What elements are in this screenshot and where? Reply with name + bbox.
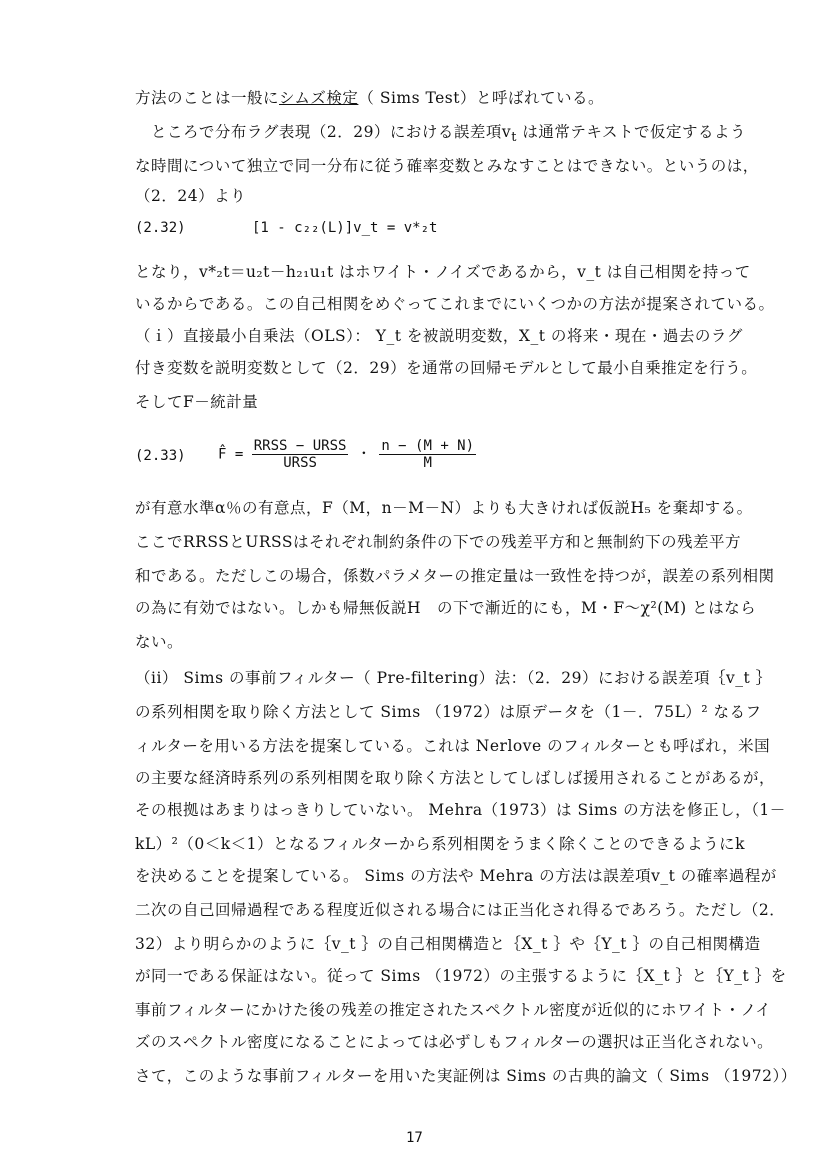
text-line: （ii） Sims の事前フィルター（ Pre-filtering）法：（2．29）における誤差項｛v_t ｝ <box>135 669 772 687</box>
text-line: な時間について独立で同一分布に従う確率変数とみなすことはできない。というのは， <box>135 157 759 175</box>
fraction-denominator: URSS <box>283 455 317 471</box>
text-line: ここでRRSSとURSSはそれぞれ制約条件の下での残差平方和と無制約下の残差平方 <box>135 533 742 551</box>
text-line: 付き変数を説明変数として（2．29）を通常の回帰モデルとして最小自乗推定を行う。 <box>135 359 758 377</box>
fraction-denominator: M <box>423 455 432 471</box>
text-line: （ｉ）直接最小自乗法（OLS）： Y_t を被説明変数，X_t の将来・現在・過去のラグ <box>135 327 743 345</box>
text-line: その根拠はあまりはっきりしていない。 Mehra（1973）は Sims の方法を修正し，（1－ <box>135 801 786 819</box>
subscript: t <box>511 130 517 146</box>
text-line: が同一である保証はない。従って Sims （1972）の主張するように｛X_t ｝と｛Y_t ｝を <box>135 967 787 985</box>
underlined-term: シムズ検定 <box>279 89 359 107</box>
text-line <box>135 122 775 148</box>
page-number: 17 <box>406 1130 423 1146</box>
text-line: が有意水準α％の有意点，F（M，n－M－N）よりも大きければ仮説H₅ を棄却する。 <box>135 499 753 517</box>
text-line: 二次の自己回帰過程である程度近似される場合には正当化され得るであろう。ただし（2． <box>135 901 786 919</box>
fraction <box>379 438 476 471</box>
text-line: 和である。ただしこの場合，係数パラメターの推定量は一致性を持つが，誤差の系列相関 <box>135 567 775 585</box>
text-line: （2．24）より <box>135 187 247 205</box>
multiply-dot: ・ <box>356 446 371 463</box>
text-line: いるからである。この自己相関をめぐってこれまでにいくつかの方法が提案されている。 <box>135 295 775 313</box>
fraction-numerator: n − (M + N) <box>381 438 475 454</box>
text-line: の系列相関を取り除く方法として Sims （1972）は原データを（1－．75L）² なるフ <box>135 703 762 721</box>
text-line: を決めることを提案している。 Sims の方法や Mehra の方法は誤差項v_t の確率過程が <box>135 867 777 885</box>
fraction-numerator: RRSS − URSS <box>253 438 347 454</box>
text-line: そしてF－統計量 <box>135 393 259 411</box>
fraction <box>252 438 349 471</box>
equation-number: (2.33) <box>135 448 186 464</box>
text-line: の為に有効ではない。しかも帰無仮説H の下で漸近的にも，M・F～χ²(M) とはなら <box>135 599 757 617</box>
text-line: さて，このような事前フィルターを用いた実証例は Sims の古典的論文（ Sims （1972）） <box>135 1067 797 1085</box>
equation-2-32: [1 - c₂₂(L)]v_t = v*₂t <box>252 220 438 236</box>
text-fragment: ところで分布ラグ表現（2．29）における誤差項v <box>135 123 512 141</box>
text-fragment: 方法のことは一般に <box>135 89 280 107</box>
text-line: ズのスペクトル密度になることによっては必ずしもフィルターの選択は正当化されない。 <box>135 1033 774 1051</box>
text-line: 事前フィルターにかけた後の残差の推定されたスペクトル密度が近似的にホワイト・ノイ <box>135 1001 772 1019</box>
text-line: 32）より明らかのように｛v_t ｝の自己相関構造と｛X_t ｝や｛Y_t ｝の自己相関構造 <box>135 935 761 953</box>
text-fragment: は通常テキストで仮定するよう <box>516 123 747 141</box>
equation-lhs: F̂ = <box>218 446 244 463</box>
text-fragment: （ Sims Test）と呼ばれている。 <box>358 89 604 107</box>
text-line: ない。 <box>135 633 184 651</box>
text-line: となり，v*₂t＝u₂t－h₂₁u₁t はホワイト・ノイズであるから，v_t は自己相関を持って <box>135 263 751 281</box>
text-line <box>135 88 775 108</box>
text-line: kL）²（0＜k＜1）となるフィルターから系列相関をうまく除くことのできるようにk <box>135 835 746 853</box>
equation-number: (2.32) <box>135 220 186 236</box>
equation-2-33 <box>218 438 476 471</box>
text-line: の主要な経済時系列の系列相関を取り除く方法としてしばしば援用されることがあるが， <box>135 769 776 787</box>
text-line: ィルターを用いる方法を提案している。これは Nerlove のフィルターとも呼ばれ，米国 <box>135 737 771 755</box>
